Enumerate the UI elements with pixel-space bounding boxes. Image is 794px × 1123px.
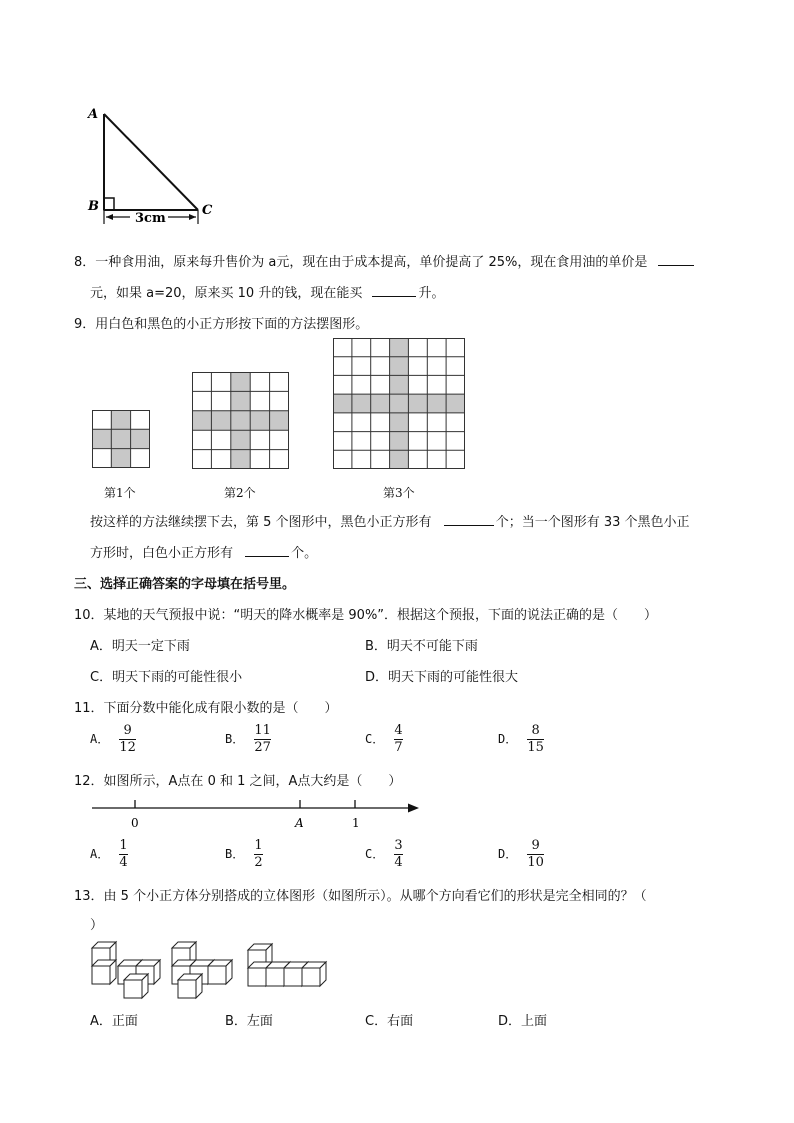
- q12-option-b-letter: B．: [225, 847, 245, 861]
- q8-text2a: 元，如果 a=20，原来买 10 升的钱，现在能买: [90, 286, 363, 301]
- q12-option-c[interactable]: [365, 839, 403, 870]
- q12-option-d[interactable]: [498, 839, 544, 870]
- q8-text1: 8．一种食用油，原来每升售价为 a元，现在由于成本提高，单价提高了 25%，现在食用油的单价是: [74, 255, 648, 270]
- q12-option-a[interactable]: [90, 839, 128, 870]
- q10-option-a[interactable]: A．明天一定下雨: [90, 639, 190, 654]
- q11-option-c-letter: C．: [365, 732, 385, 746]
- triangle-figure: [86, 106, 226, 228]
- numerator: 1: [254, 838, 263, 853]
- q9-stem: 9．用白色和黑色的小正方形按下面的方法摆图形。: [74, 317, 369, 332]
- q12-option-c-fraction: [394, 839, 402, 870]
- axis-label-a: A: [295, 816, 304, 830]
- cube-figure-1: [92, 942, 160, 998]
- numerator: 9: [123, 723, 132, 738]
- q10-stem: 10．某地的天气预报中说：“明天的降水概率是 90%”．根据这个预报，下面的说法正确的是（ ）: [74, 608, 658, 623]
- numerator: 3: [394, 838, 403, 853]
- cube-figure-3: [248, 944, 326, 986]
- q10-option-b[interactable]: B．明天不可能下雨: [365, 639, 478, 654]
- q13-option-d[interactable]: D．上面: [498, 1014, 548, 1029]
- numerator: 8: [531, 723, 540, 738]
- q12-option-c-letter: C．: [365, 847, 385, 861]
- q9-blank2[interactable]: [245, 544, 289, 557]
- q9-text2a: 方形时，白色小正方形有: [90, 546, 234, 561]
- denominator: 7: [394, 740, 403, 755]
- denominator: 12: [119, 740, 136, 755]
- q11-option-a-fraction: [119, 724, 136, 755]
- q12-option-a-letter: A．: [90, 847, 110, 861]
- pattern-3-caption: 第3个: [383, 486, 415, 500]
- q9-text1a: 按这样的方法继续摆下去，第 5 个图形中，黑色小正方形有: [90, 515, 432, 530]
- q9-line1: [90, 511, 690, 530]
- q11-option-d[interactable]: [498, 724, 544, 755]
- q12-option-b[interactable]: [225, 839, 263, 870]
- number-line: [90, 796, 422, 832]
- q8-blank2[interactable]: [372, 284, 416, 297]
- triangle-base-label: 3cm: [135, 211, 166, 226]
- triangle-label-a: A: [88, 107, 99, 122]
- q13-stem-end: ）: [90, 918, 104, 933]
- q8-text2b: 升。: [418, 286, 445, 301]
- q11-option-a-letter: A．: [90, 732, 110, 746]
- denominator: 10: [527, 855, 544, 870]
- q12-option-a-fraction: [119, 839, 127, 870]
- denominator: 2: [254, 855, 263, 870]
- q11-option-c-fraction: [394, 724, 402, 755]
- q11-option-a[interactable]: [90, 724, 136, 755]
- q9-text2b: 个。: [291, 546, 318, 561]
- q13-option-c[interactable]: C．右面: [365, 1014, 414, 1029]
- triangle-label-c: C: [202, 203, 213, 218]
- q9-blank1[interactable]: [444, 513, 494, 526]
- numerator: 4: [394, 723, 403, 738]
- q11-option-d-fraction: [527, 724, 544, 755]
- axis-label-one: 1: [352, 816, 360, 830]
- q11-option-c[interactable]: [365, 724, 403, 755]
- cube-figure-2: [172, 942, 232, 998]
- pattern-3: [333, 338, 465, 469]
- q8-blank1[interactable]: [658, 253, 694, 266]
- numerator: 11: [254, 723, 271, 738]
- denominator: 4: [394, 855, 403, 870]
- q11-option-b[interactable]: [225, 724, 271, 755]
- axis-label-zero: 0: [131, 816, 139, 830]
- q10-option-c[interactable]: C．明天下雨的可能性很小: [90, 670, 243, 685]
- q13-option-b[interactable]: B．左面: [225, 1014, 273, 1029]
- q8-line1: [74, 251, 694, 270]
- q8-line2: [90, 282, 445, 301]
- pattern-1-caption: 第1个: [104, 486, 136, 500]
- pattern-2-caption: 第2个: [224, 486, 256, 500]
- pattern-2: [192, 372, 289, 469]
- denominator: 15: [527, 740, 544, 755]
- numerator: 1: [119, 838, 128, 853]
- numerator: 9: [531, 838, 540, 853]
- q11-option-d-letter: D．: [498, 732, 518, 746]
- cube-figures: [88, 940, 328, 1000]
- triangle-label-b: B: [88, 199, 99, 214]
- q11-stem: 11．下面分数中能化成有限小数的是（ ）: [74, 701, 338, 716]
- q10-option-d[interactable]: D．明天下雨的可能性很大: [365, 670, 519, 685]
- q12-option-b-fraction: [254, 839, 262, 870]
- denominator: 4: [119, 855, 128, 870]
- q11-option-b-letter: B．: [225, 732, 245, 746]
- q12-option-d-fraction: [527, 839, 544, 870]
- q11-option-b-fraction: [254, 724, 271, 755]
- q12-stem: 12．如图所示，A点在 0 和 1 之间，A点大约是（ ）: [74, 774, 402, 789]
- q9-text1b: 个；当一个图形有 33 个黑色小正: [495, 515, 690, 530]
- section-3-title: 三、选择正确答案的字母填在括号里。: [74, 577, 296, 592]
- q13-option-a[interactable]: A．正面: [90, 1014, 138, 1029]
- q9-line2: [90, 542, 317, 561]
- pattern-1: [92, 410, 150, 468]
- q12-option-d-letter: D．: [498, 847, 518, 861]
- q13-stem: 13．由 5 个小正方体分别搭成的立体图形（如图所示）。从哪个方向看它们的形状是完全相同的？（: [74, 889, 647, 904]
- denominator: 27: [254, 740, 271, 755]
